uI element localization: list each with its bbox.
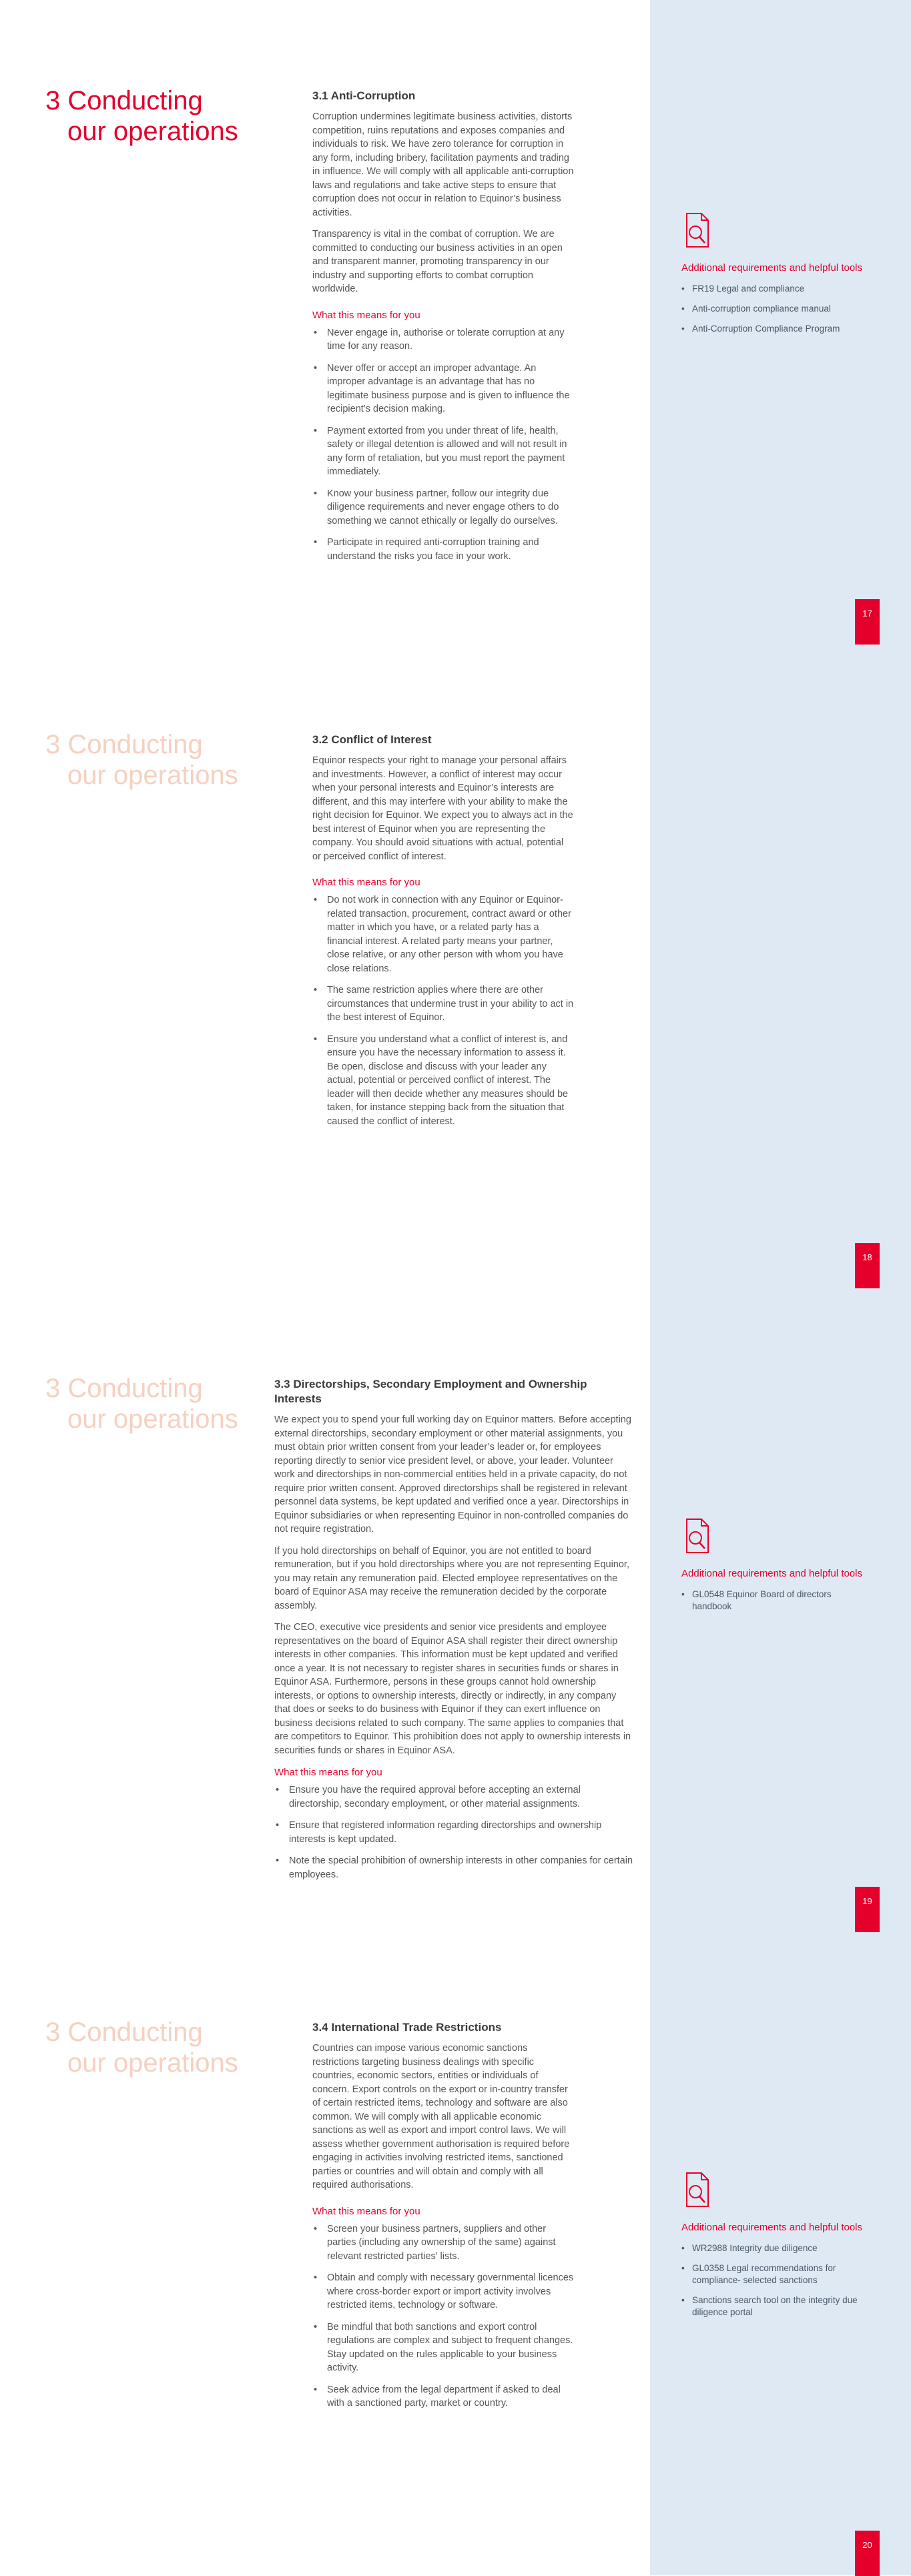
paragraph: Corruption undermines legitimate business activities, distorts competition, ruins reputations and exposes companies and individuals to risk. We have zero tolerance for corruption in any form, including bribery, facilitation payments and trading in influence. We will comply with all applicable anti-corruption laws and regulations and take active steps to ensure that corruption does not occur in relation to Equinor’s business activities. <box>312 111 574 218</box>
tools-heading: Additional requirements and helpful tools <box>681 262 863 274</box>
paragraph: We expect you to spend your full working day on Equinor matters. Before accepting external directorships, secondary employment or other material assignments, you must obtain prior written consent from your leader’s leader or, for employees reporting directly to senior vice president level, or above, your leader. Volunteer work and directorships in non-commercial entities held in a private capacity, do not require prior written consent. Approved directorships shall be registered in relevant personnel data systems, be kept updated and verified once a year. Directorships in Equinor subsidiaries or when representing Equinor in non-controlled companies do not require registration. <box>274 1414 631 1535</box>
page-number: 19 <box>855 1887 880 1932</box>
document-search-icon <box>681 212 713 250</box>
tool-item[interactable]: • Anti-Corruption Compliance Program <box>681 323 882 335</box>
bullet-item: • Ensure you understand what a conflict of interest is, and ensure you have the necessary information to assess it. Be open, disclose and discuss with your leader any actual, potential or perceived conflict of interest. The leader will then decide whether any measures should be taken, for instance stepping back from the situation that caused the conflict of interest. <box>312 1033 574 1129</box>
bullet-item: • Do not work in connection with any Equinor or Equinor-related transaction, procurement, contract award or other matter in which you have, or a related party has a financial interest. A related party means your partner, close relative, or any other person with whom you have close relations. <box>312 893 574 975</box>
chapter-title <box>45 85 238 147</box>
what-this-means-heading: What this means for you <box>312 2205 420 2217</box>
bullet-item: • Ensure that registered information regarding directorships and ownership interests is kept updated. <box>274 1819 633 1846</box>
paragraph: Transparency is vital in the combat of corruption. We are committed to conducting our business activities in an open and transparent manner, promoting transparency in our industry and supporting efforts to combat corruption worldwide. <box>312 229 563 294</box>
bullet-item: • The same restriction applies where there are other circumstances that undermine trust in your ability to act in the best interest of Equinor. <box>312 983 574 1025</box>
chapter-title-line1: 3 Conducting <box>45 2018 203 2047</box>
bullet-item: • Obtain and comply with necessary governmental licences where cross-border export or import activity involves restricted items, technology or software. <box>312 2271 574 2312</box>
section-content <box>312 733 574 1136</box>
bullet-item: • Never offer or accept an improper advantage. An improper advantage is an advantage that has no legitimate business purpose and is given to influence the recipient’s decision making. <box>312 362 574 416</box>
tool-item[interactable]: • FR19 Legal and compliance <box>681 283 882 295</box>
paragraph: The CEO, executive vice presidents and senior vice presidents and employee representatives on the board of Equinor ASA shall register their direct ownership interests in other companies. This information must be kept updated and verified once a year. It is not necessary to register shares in securities funds or shares in Equinor ASA. Furthermore, persons in these groups cannot hold ownership interests, or options to ownership interests, directly or indirectly, in any company that does or seeks to do business with Equinor if they can exert influence on business decisions related to such company. The same applies to companies that are competitors to Equinor. This prohibition does not apply to ownership interests in securities funds or shares in Equinor ASA. <box>274 1622 631 1756</box>
tools-list <box>681 2242 882 2318</box>
tools-heading: Additional requirements and helpful tools <box>681 1568 863 1579</box>
paragraph: Equinor respects your right to manage your personal affairs and investments. However, a conflict of interest may occur when your personal interests and Equinor’s interests are different, and this may interfere with your ability to make the right decision for Equinor. We expect you to always act in the best interest of Equinor when you are representing the company. You should avoid situations with actual, potential or perceived conflict of interest. <box>312 755 573 862</box>
page-19 <box>0 1288 911 1931</box>
chapter-title <box>45 2017 238 2078</box>
tools-box <box>681 1518 882 1621</box>
tools-list <box>681 1589 882 1613</box>
chapter-title-line2: our operations <box>67 2048 238 2078</box>
bullet-item: • Seek advice from the legal department if asked to deal with a sanctioned party, market or country. <box>312 2383 574 2411</box>
page-number: 18 <box>855 1243 880 1288</box>
tools-box <box>681 212 882 343</box>
chapter-title-line2: our operations <box>67 761 238 790</box>
section-title: 3.3 Directorships, Secondary Employment and Ownership Interests <box>274 1378 587 1405</box>
section-content <box>274 1377 633 1889</box>
section-title: 3.1 Anti-Corruption <box>312 89 416 102</box>
bullet-item: • Note the special prohibition of ownership interests in other companies for certain employees. <box>274 1854 633 1881</box>
what-this-means-heading: What this means for you <box>312 309 420 321</box>
paragraph: If you hold directorships on behalf of Equinor, you are not entitled to board remuneration, but if you hold directorships where you are not representing Equinor, you may retain any remuneration paid. Elected employee representatives on the board of Equinor ASA may receive the remuneration decided by the corporate assembly. <box>274 1545 629 1611</box>
chapter-title <box>45 1373 238 1434</box>
bullet-list <box>312 326 574 564</box>
chapter-title-line2: our operations <box>67 1404 238 1434</box>
section-title: 3.4 International Trade Restrictions <box>312 2021 502 2034</box>
chapter-title-line1: 3 Conducting <box>45 1374 203 1403</box>
tools-heading: Additional requirements and helpful tools <box>681 2222 863 2233</box>
bullet-list <box>274 1783 633 1881</box>
tool-item[interactable]: • Anti-corruption compliance manual <box>681 303 882 315</box>
section-content <box>312 89 574 571</box>
bullet-item: • Payment extorted from you under threat of life, health, safety or illegal detention is allowed and will not result in any form of retaliation, but you must report the payment immediately. <box>312 424 574 479</box>
tool-item[interactable]: • GL0548 Equinor Board of directors handbook <box>681 1589 846 1613</box>
tools-box <box>681 2172 882 2326</box>
tool-item[interactable]: • WR2988 Integrity due diligence <box>681 2242 882 2254</box>
tool-item[interactable]: • GL0358 Legal recommendations for compliance- selected sanctions <box>681 2262 866 2286</box>
what-this-means-heading: What this means for you <box>274 1767 382 1778</box>
paragraph: Countries can impose various economic sanctions restrictions targeting business dealings with specific countries, economic sectors, entities or individuals of concern. Export controls on the export or in-country transfer of certain restricted items, technology and software are also common. We will comply with all applicable economic sanctions as well as export and import control laws. We will assess whether government authorisation is required before engaging in activities involving restricted items, sanctioned parties or countries and will obtain and comply with all required authorisations. <box>312 2043 570 2190</box>
bullet-list <box>312 893 574 1128</box>
document-search-icon <box>681 1518 713 1555</box>
bullet-list <box>312 2222 574 2411</box>
what-this-means-heading: What this means for you <box>312 877 420 888</box>
page-20 <box>0 1931 911 2575</box>
bullet-item: • Participate in required anti-corruption training and understand the risks you face in your work. <box>312 536 574 563</box>
bullet-item: • Ensure you have the required approval before accepting an external directorship, secondary employment, or other material assignments. <box>274 1783 633 1811</box>
chapter-title-line1: 3 Conducting <box>45 730 203 759</box>
bullet-item: • Know your business partner, follow our integrity due diligence requirements and never engage others to do something we cannot ethically or legally do ourselves. <box>312 487 574 528</box>
chapter-title-line1: 3 Conducting <box>45 86 203 115</box>
chapter-title <box>45 729 238 791</box>
bullet-item: • Screen your business partners, suppliers and other parties (including any ownership of the same) against relevant restricted parties’ lists. <box>312 2222 574 2264</box>
page-18 <box>0 644 911 1288</box>
bullet-item: • Be mindful that both sanctions and export control regulations are complex and subject to frequent changes. Stay updated on the rules applicable to your business activity. <box>312 2320 574 2375</box>
page-17 <box>0 0 911 644</box>
tools-list <box>681 283 882 335</box>
page-number: 17 <box>855 599 880 645</box>
chapter-title-line2: our operations <box>67 117 238 146</box>
section-title: 3.2 Conflict of Interest <box>312 733 432 746</box>
tool-item[interactable]: • Sanctions search tool on the integrity due diligence portal <box>681 2294 866 2318</box>
document-search-icon <box>681 2172 713 2209</box>
section-content <box>312 2020 574 2419</box>
bullet-item: • Never engage in, authorise or tolerate corruption at any time for any reason. <box>312 326 574 354</box>
page-number: 20 <box>855 2531 880 2576</box>
